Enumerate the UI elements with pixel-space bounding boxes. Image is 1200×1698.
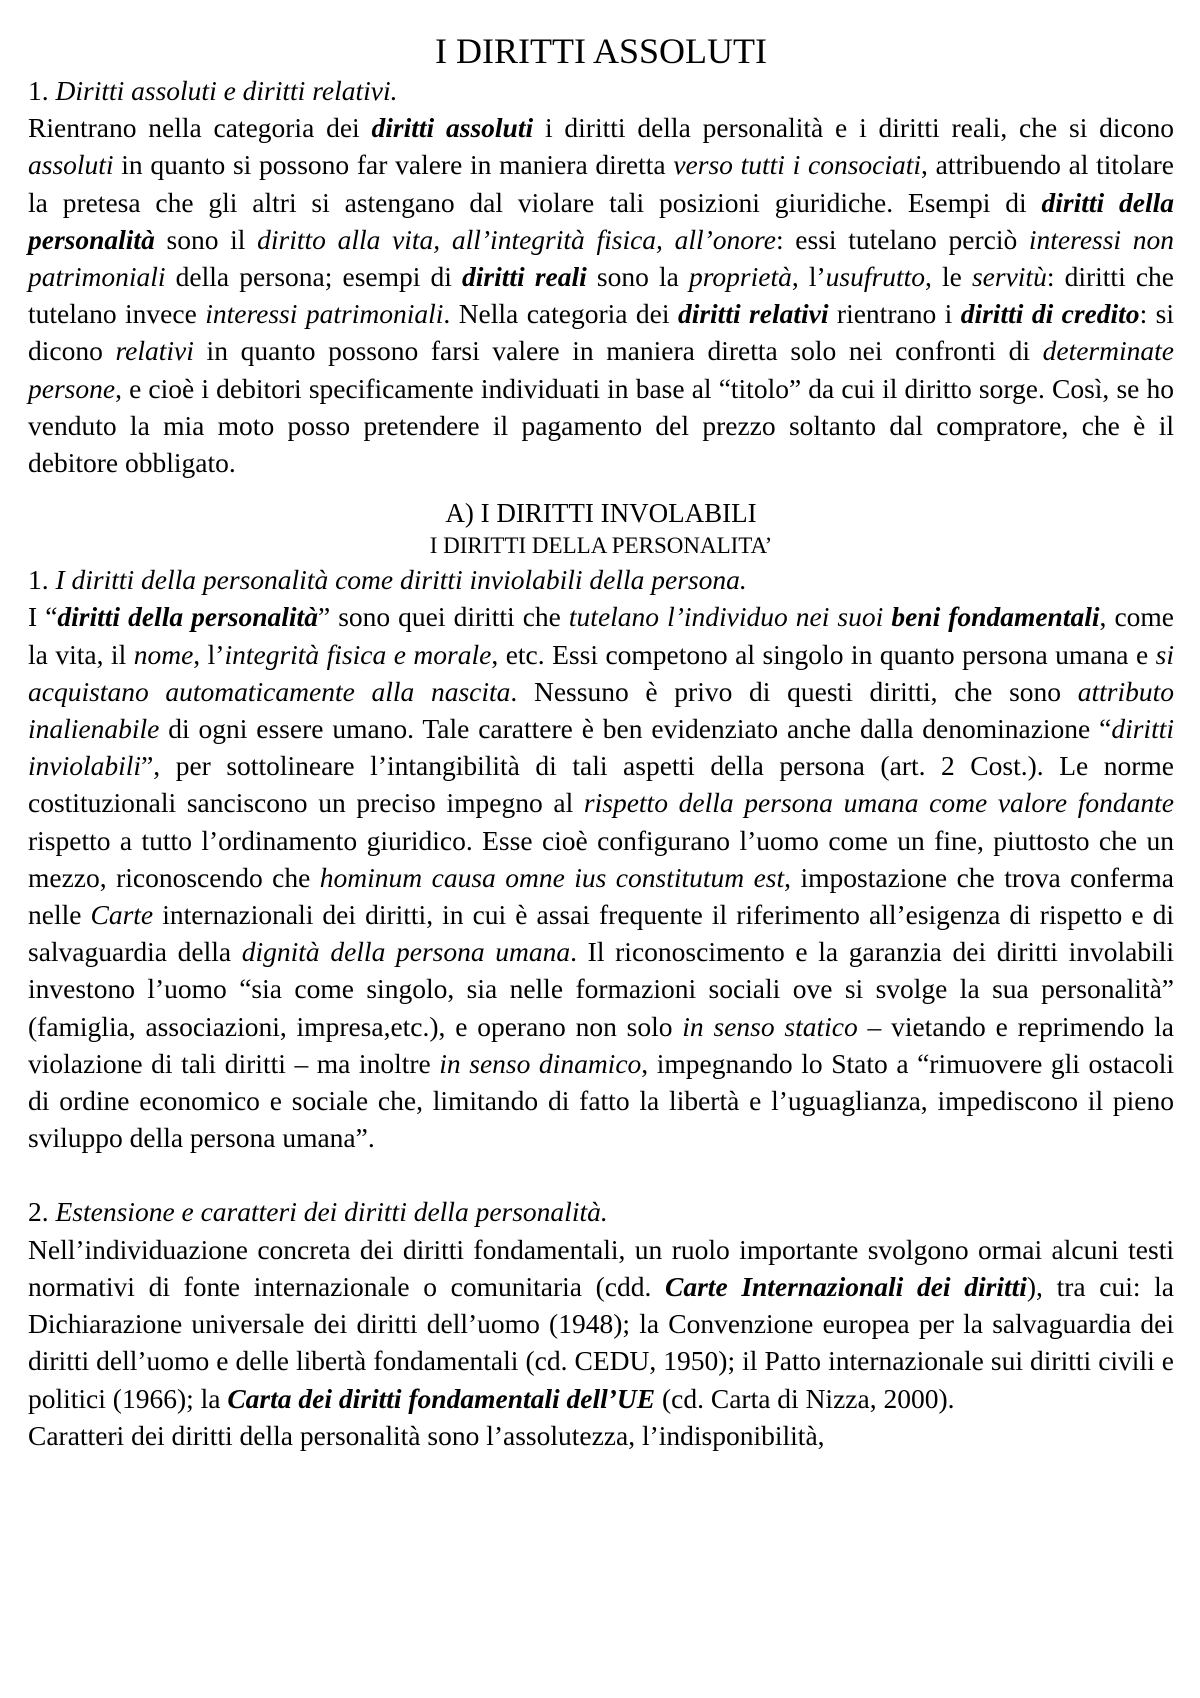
section-number: 1. [28, 564, 49, 596]
paragraph-gap [28, 1156, 1174, 1193]
section-number: 1. [28, 75, 49, 106]
section-number: 2. [28, 1196, 49, 1228]
section-1-paragraph: Rientrano nella categoria dei diritti assoluti i diritti della personalità e i diritti reali, che si dicono assoluti in quanto si possono far valere in maniera diretta verso tutti i consociati, attribuendo al titolare la pretesa che gli altri si astengano dal violare tali posizioni giuridiche. Esempi di diritti della personalità sono il diritto alla vita, all’integrità fisica, all’onore: essi tutelano perciò interessi non patrimoniali della persona; esempi di diritti reali sono la proprietà, l’usufrutto, le servitù: diritti che tutelano invece interessi patrimoniali. Nella categoria dei diritti relativi rientrano i diritti di credito: si dicono relativi in quanto possono farsi valere in maniera diretta solo nei confronti di determinate persone, e cioè i debitori specificamente individuati in base al “titolo” da cui il diritto sorge. Così, se ho venduto la mia moto posso pretendere il pagamento del prezzo soltanto dal compratore, che è il debitore obbligato. [28, 112, 1175, 479]
part-a-subheading: I DIRITTI DELLA PERSONALITA’ [429, 533, 773, 559]
section-a2-heading [28, 1193, 1174, 1230]
document-title: I DIRITTI ASSOLUTI [435, 31, 767, 71]
section-1-heading [28, 72, 1174, 109]
section-a1-heading [28, 561, 1174, 598]
part-a-heading: A) I DIRITTI INVOLABILI [445, 498, 757, 529]
section-a2-paragraph: Nell’individuazione concreta dei diritti fondamentali, un ruolo importante svolgono ormai alcuni testi normativi di fonte internazionale o comunitaria (cdd. Carte Internazionali dei diritti), tra cui: la Dichiarazione universale dei diritti dell’uomo (1948); la Convenzione europea per la salvaguardia dei diritti dell’uomo e delle libertà fondamentali (cd. CEDU, 1950); il Patto internazionale sui diritti civili e politici (1966); la Carta dei diritti fondamentali dell’UE (cd. Carta di Nizza, 2000). [28, 1233, 1174, 1414]
section-heading-text: Estensione e caratteri dei diritti della personalità. [55, 1196, 608, 1228]
section-heading-text: Diritti assoluti e diritti relativi. [55, 75, 398, 106]
section-heading-text: I diritti della personalità come diritti inviolabili della persona. [55, 564, 747, 596]
section-a1-paragraph: I “diritti della personalità” sono quei diritti che tutelano l’individuo nei suoi beni fondamentali, come la vita, il nome, l’integrità fisica e morale, etc. Essi competono al singolo in quanto persona umana e si acquistano automaticamente alla nascita. Nessuno è privo di questi diritti, che sono attributo inalienabile di ogni essere umano. Tale carattere è ben evidenziato anche dalla denominazione “diritti inviolabili”, per sottolineare l’intangibilità di tali aspetti della persona (art. 2 Cost.). Le norme costituzionali sanciscono un preciso impegno al rispetto della persona umana come valore fondante rispetto a tutto l’ordinamento giuridico. Esse cioè configurano l’uomo come un fine, piuttosto che un mezzo, riconoscendo che hominum causa omne ius constitutum est, impostazione che trova conferma nelle Carte internazionali dei diritti, in cui è assai frequente il riferimento all’esigenza di rispetto e di salvaguardia della dignità della persona umana. Il riconoscimento e la garanzia dei diritti involabili investono l’uomo “sia come singolo, sia nelle formazioni sociali ove si svolge la sua personalità” (famiglia, associazioni, impresa,etc.), e operano non solo in senso statico – vietando e reprimendo la violazione di tali diritti – ma inoltre in senso dinamico, impegnando lo Stato a “rimuovere gli ostacoli di ordine economico e sociale che, limitando di fatto la libertà e l’uguaglianza, impediscono il pieno sviluppo della persona umana”. [28, 601, 1175, 1154]
section-a2-continuation: Caratteri dei diritti della personalità sono l’assolutezza, l’indisponibilità, [28, 1419, 825, 1451]
